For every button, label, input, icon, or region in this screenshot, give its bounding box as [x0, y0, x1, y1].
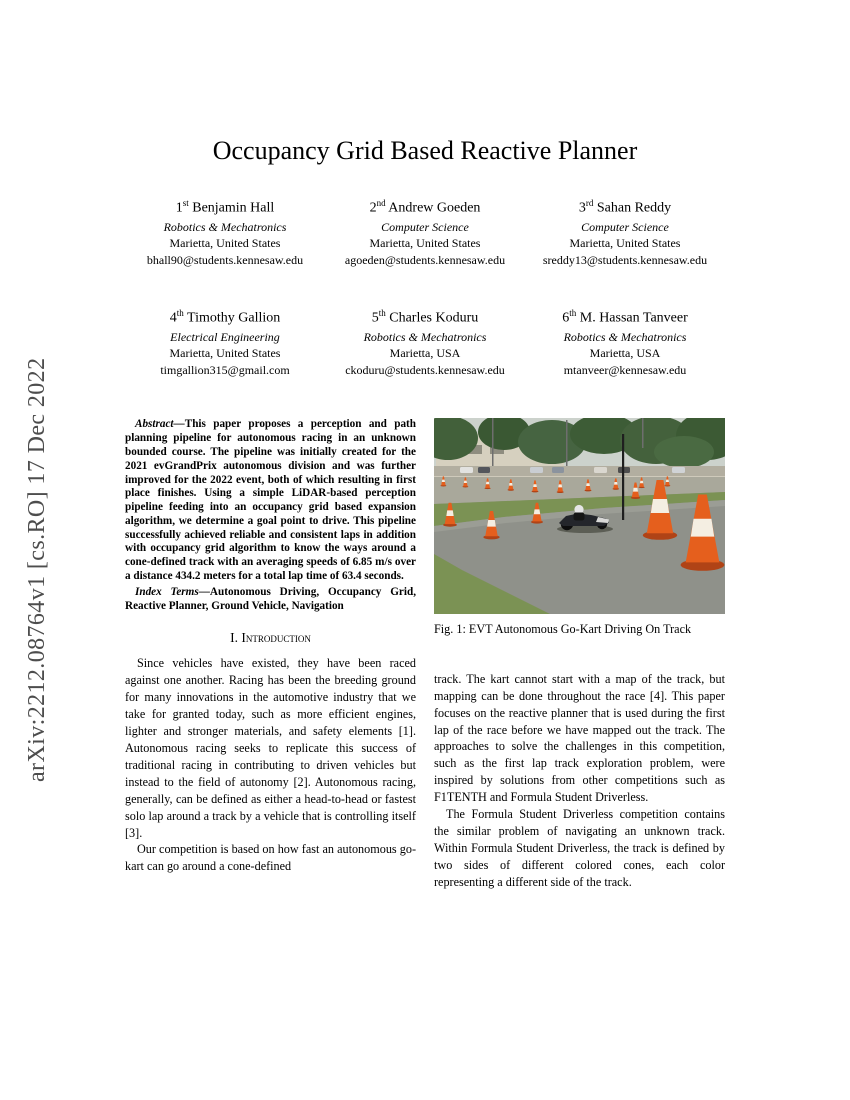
right-paragraph-1: track. The kart cannot start with a map of the track, but mapping can be done throughout the race [4]. This paper focuses on the reactive planner that is used during the first lap of the race before we have mapped out the track. The approaches to solve the challenges in this competition, such as the first lap track exploration problem, were inspired by solutions from other competitions such as F1TENTH and Formula Student Driverless.: [434, 671, 725, 805]
pole: [622, 434, 624, 520]
right-paragraph-2: The Formula Student Driverless competition contains the similar problem of navigating an unknown track. Within Formula Student Driverless, the track is defined by two sides of different colored cones, each color representing a different side of the track.: [434, 807, 725, 889]
author-6: [525, 304, 725, 378]
author-5-email: ckoduru@students.kennesaw.edu: [345, 362, 505, 377]
index-terms-text: Autonomous Driving, Occupancy Grid, Reactive Planner, Ground Vehicle, Navigation: [125, 585, 416, 612]
author-4-affiliation: Electrical Engineering: [170, 329, 280, 344]
author-1-email: bhall90@students.kennesaw.edu: [146, 252, 304, 267]
author-1: [125, 194, 325, 268]
arxiv-watermark: arXiv:2212.08764v1 [cs.RO] 17 Dec 2022: [24, 357, 50, 782]
figure-1-image: [434, 418, 725, 614]
figure-1-caption: Fig. 1: EVT Autonomous Go-Kart Driving On Track: [434, 622, 692, 637]
author-2: [325, 194, 525, 268]
author-3-location: Marietta, United States: [569, 236, 681, 251]
author-5-affiliation: Robotics & Mechatronics: [363, 329, 487, 344]
author-2-affiliation: Computer Science: [381, 219, 469, 234]
author-2-name: 2nd Andrew Goeden: [369, 198, 481, 216]
right-column: [434, 418, 725, 890]
author-3-affiliation: Computer Science: [581, 219, 669, 234]
intro-paragraph-2: Our competition is based on how fast an autonomous go-kart can go around a cone-defined: [125, 842, 416, 874]
intro-paragraph-1: Since vehicles have existed, they have been raced against one another. Racing has been the breeding ground for many innovations in the automotive industry that we take for granted today, such as more efficient engines, lighter and stronger materials, and safety elements [1]. Autonomous racing seeks to replicate this success of traditional racing in contributing to driven vehicles but instead to the field of autonomy [2]. Autonomous racing, generally, can be defined as either a head-to-head or fastest solo lap around a track by a vehicle that is controlling itself [3].: [125, 656, 416, 840]
index-terms-label: Index Terms—: [135, 585, 210, 598]
author-2-location: Marietta, United States: [369, 236, 481, 251]
author-6-location: Marietta, USA: [589, 346, 661, 361]
author-3: [525, 194, 725, 268]
paper-content: [125, 136, 725, 891]
author-4-name: 4th Timothy Gallion: [169, 308, 281, 326]
author-3-email: sreddy13@students.kennesaw.edu: [542, 252, 708, 267]
section-heading-introduction: I. Introduction: [230, 630, 311, 646]
author-1-location: Marietta, United States: [169, 236, 281, 251]
abstract-text: This paper proposes a perception and path planning pipeline for autonomous racing in an unknown bounded course. The pipeline was initially created for the 2021 evGrandPrix autonomous division and was further improved for the 2022 event, both of which resulting in first place finishes. Using a simple LiDAR-based perception pipeline feeding into an occupancy grid based expansion algorithm, we determine a goal point to drive. This pipeline successfully achieved reliable and consistent laps in addition with occupancy grid algorithm to know the ways around a cone-defined track with an averaging speeds of 6.85 m/s over a distance 434.2 meters for a total lap time of 63.4 seconds.: [125, 418, 416, 583]
author-5-name: 5th Charles Koduru: [371, 308, 479, 326]
author-6-email: mtanveer@kennesaw.edu: [563, 362, 687, 377]
index-terms-paragraph: [125, 586, 416, 614]
go-kart-photo: [434, 418, 725, 614]
figure-1: [434, 418, 725, 638]
author-4-email: timgallion315@gmail.com: [160, 362, 290, 377]
paper-title: Occupancy Grid Based Reactive Planner: [212, 136, 638, 165]
author-5: [325, 304, 525, 378]
author-2-email: agoeden@students.kennesaw.edu: [344, 252, 506, 267]
author-1-affiliation: Robotics & Mechatronics: [163, 219, 287, 234]
author-1-name: 1st Benjamin Hall: [175, 198, 275, 216]
author-4-location: Marietta, United States: [169, 346, 281, 361]
author-3-name: 3rd Sahan Reddy: [578, 198, 672, 216]
abstract-label: Abstract—: [135, 418, 185, 431]
parking-lot: [434, 466, 725, 478]
abstract-paragraph: [125, 418, 416, 584]
author-block: [125, 194, 725, 378]
left-column: [125, 418, 416, 890]
two-column-body: [125, 418, 725, 890]
author-5-location: Marietta, USA: [389, 346, 461, 361]
author-6-affiliation: Robotics & Mechatronics: [563, 329, 687, 344]
author-4: [125, 304, 325, 378]
author-6-name: 6th M. Hassan Tanveer: [562, 308, 688, 326]
